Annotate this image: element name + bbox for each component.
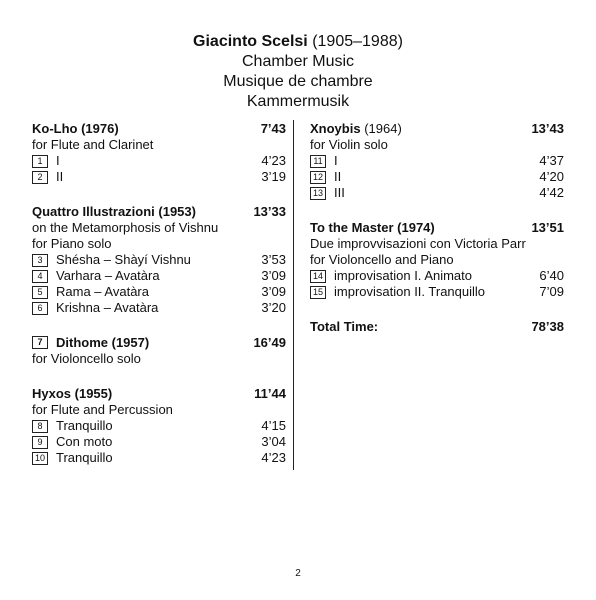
track-duration: 4’15 — [261, 418, 286, 433]
track-duration: 7’09 — [539, 284, 564, 299]
track-number: 4 — [32, 270, 48, 283]
track-title: Krishna – Avatàra — [56, 300, 159, 315]
track-row — [310, 169, 564, 185]
work-instrumentation: for Flute and Clarinet — [32, 137, 154, 152]
track-title: II — [56, 169, 64, 184]
track-number: 15 — [310, 286, 326, 299]
track-duration: 4’20 — [539, 169, 564, 184]
track-duration: 3’09 — [261, 284, 286, 299]
track-number: 12 — [310, 171, 326, 184]
track-number: 10 — [32, 452, 48, 465]
right-column — [310, 120, 564, 335]
track-duration: 4’42 — [539, 185, 564, 200]
work-title: Quattro Illustrazioni (1953) — [32, 204, 196, 219]
total-time-row — [310, 318, 564, 335]
track-row — [32, 300, 286, 316]
work-to-the-master — [310, 219, 564, 300]
track-row — [32, 252, 286, 268]
track-duration: 3’19 — [261, 169, 286, 184]
work-instrumentation: for Violin solo — [310, 137, 388, 152]
track-number: 1 — [32, 155, 48, 168]
track-title: Rama – Avatàra — [56, 284, 149, 299]
track-row — [32, 153, 286, 169]
track-number: 5 — [32, 286, 48, 299]
track-title: Varhara – Avatàra — [56, 268, 160, 283]
track-duration: 4’23 — [261, 450, 286, 465]
work-title: Dithome (1957) — [56, 335, 150, 350]
composer-line — [0, 32, 596, 52]
work-dithome — [32, 334, 286, 367]
work-duration: 13’33 — [253, 204, 286, 219]
track-row — [32, 284, 286, 300]
total-time-label: Total Time: — [310, 319, 379, 334]
work-xnoybis — [310, 120, 564, 201]
work-title: Ko-Lho (1976) — [32, 121, 119, 136]
track-row — [310, 268, 564, 284]
track-title: II — [334, 169, 342, 184]
track-row — [32, 434, 286, 450]
track-number: 8 — [32, 420, 48, 433]
track-title: Con moto — [56, 434, 113, 449]
track-number: 2 — [32, 171, 48, 184]
composer-years: (1905–1988) — [312, 33, 403, 50]
track-row — [32, 450, 286, 466]
track-number: 11 — [310, 155, 326, 168]
left-column — [32, 120, 286, 484]
work-ko-lho — [32, 120, 286, 185]
composer-name: Giacinto Scelsi — [193, 33, 308, 50]
work-duration: 11’44 — [254, 386, 286, 401]
track-number: 9 — [32, 436, 48, 449]
track-row — [32, 418, 286, 434]
track-duration: 4’37 — [539, 153, 564, 168]
work-quattro-illustrazioni — [32, 203, 286, 316]
work-duration: 7’43 — [260, 121, 286, 136]
track-duration: 3’04 — [261, 434, 286, 449]
page-number: 2 — [295, 568, 301, 579]
work-subtitle: Due improvvisazioni con Victoria Parr — [310, 236, 526, 251]
work-title: To the Master (1974) — [310, 220, 435, 235]
track-title: Tranquillo — [56, 450, 113, 465]
track-row — [32, 268, 286, 284]
column-divider — [293, 120, 294, 470]
total-time-value: 78’38 — [531, 319, 564, 334]
track-row — [310, 153, 564, 169]
subtitle-german: Kammermusik — [246, 93, 350, 110]
track-title: improvisation II. Tranquillo — [334, 284, 486, 299]
track-title: I — [334, 153, 338, 168]
track-title: Tranquillo — [56, 418, 113, 433]
work-subtitle: on the Metamorphosis of Vishnu — [32, 220, 219, 235]
track-title: III — [334, 185, 345, 200]
work-duration: 16’49 — [253, 335, 286, 350]
subtitle-english: Chamber Music — [241, 53, 355, 70]
work-title: Xnoybis — [310, 121, 361, 136]
track-title: I — [56, 153, 60, 168]
track-duration: 3’53 — [261, 252, 286, 267]
track-row — [310, 284, 564, 300]
work-duration: 13’51 — [531, 220, 564, 235]
track-title: Shésha – Shàyí Vishnu — [56, 252, 191, 267]
work-year: (1964) — [364, 121, 402, 136]
work-instrumentation: for Flute and Percussion — [32, 402, 173, 417]
track-duration: 4’23 — [261, 153, 286, 168]
work-instrumentation: for Violoncello and Piano — [310, 252, 454, 267]
track-duration: 3’09 — [261, 268, 286, 283]
track-duration: 3’20 — [261, 300, 286, 315]
work-instrumentation: for Violoncello solo — [32, 351, 141, 366]
work-hyxos — [32, 385, 286, 466]
subtitle-french: Musique de chambre — [223, 73, 373, 90]
track-duration: 6’40 — [539, 268, 564, 283]
booklet-header — [0, 32, 596, 112]
track-number: 14 — [310, 270, 326, 283]
work-duration: 13’43 — [531, 121, 564, 136]
track-title: improvisation I. Animato — [334, 268, 473, 283]
track-number: 13 — [310, 187, 326, 200]
track-row — [310, 185, 564, 201]
track-number: 3 — [32, 254, 48, 267]
work-title: Hyxos (1955) — [32, 386, 113, 401]
track-row — [32, 169, 286, 185]
track-number: 6 — [32, 302, 48, 315]
work-instrumentation: for Piano solo — [32, 236, 112, 251]
track-number: 7 — [32, 336, 48, 349]
